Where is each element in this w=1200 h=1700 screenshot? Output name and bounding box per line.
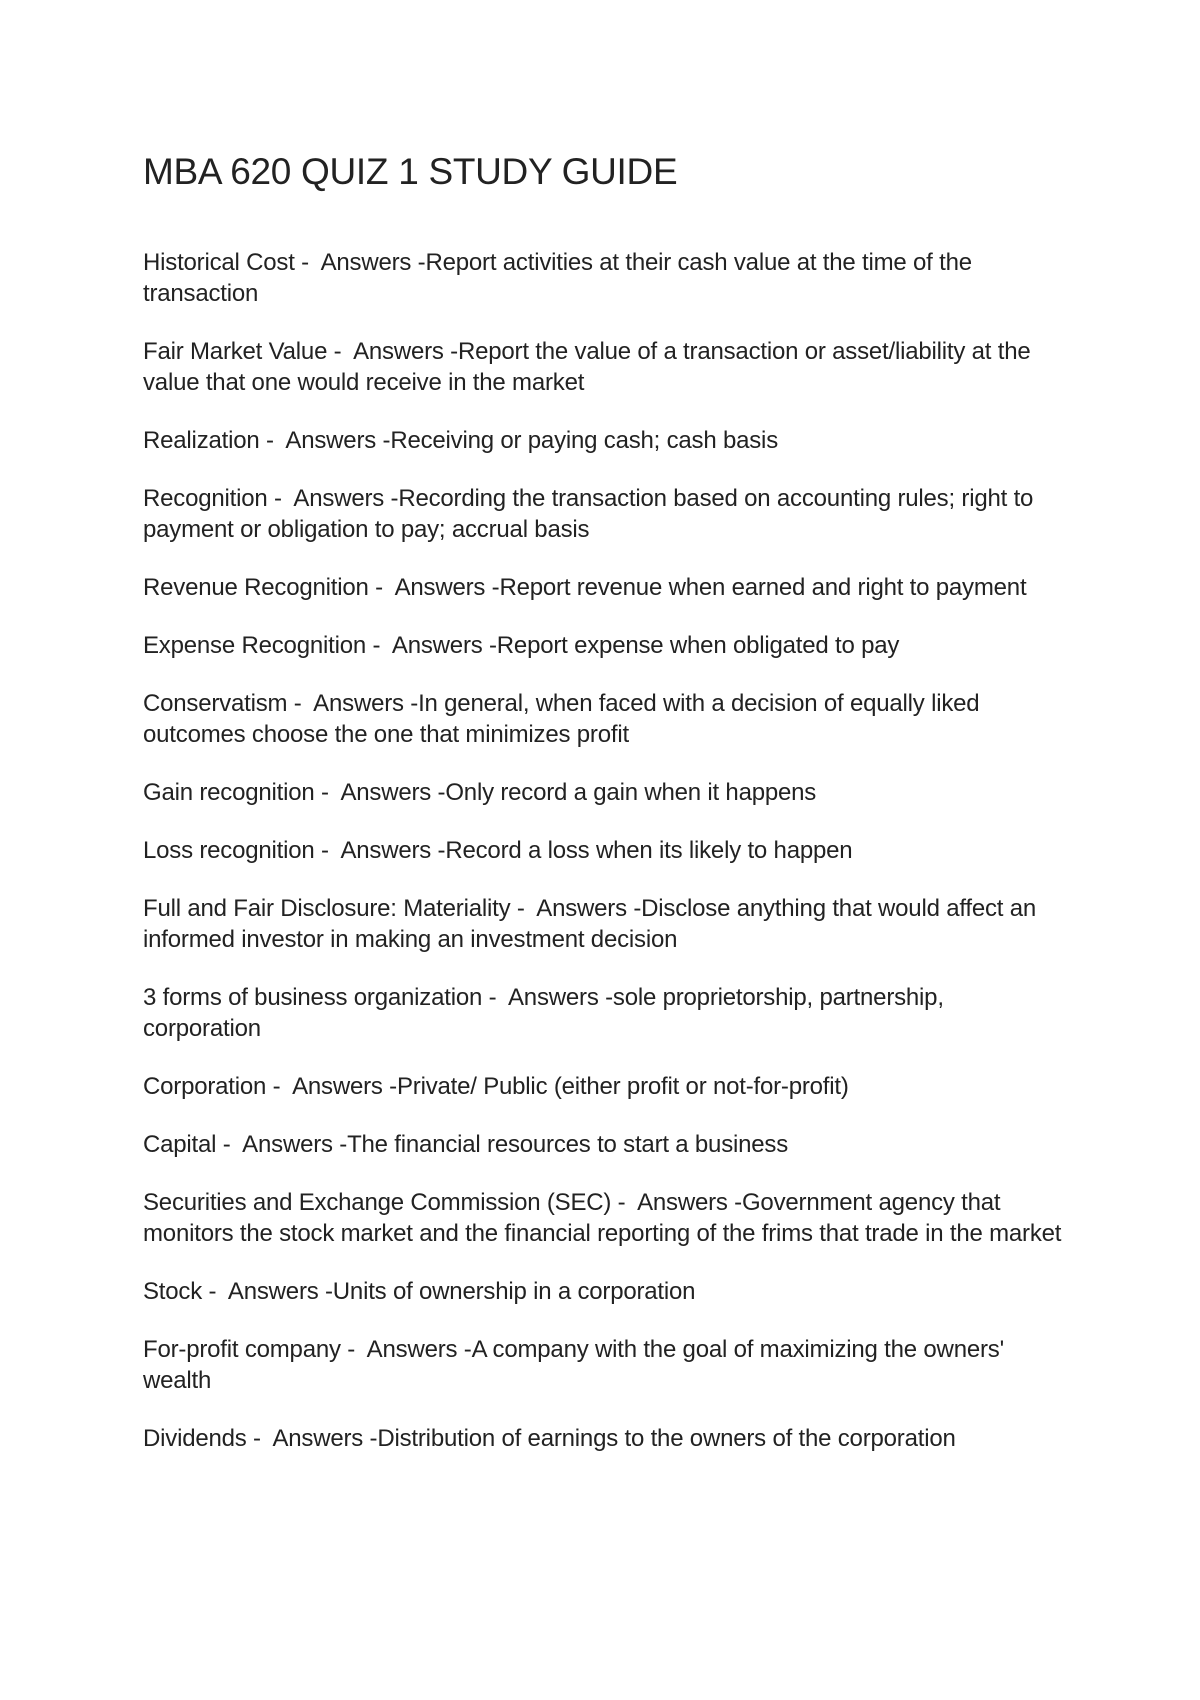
entry-separator: - Answers - — [202, 1278, 333, 1306]
entry-term: Gain recognition — [143, 779, 315, 807]
study-guide-entry — [143, 1071, 1063, 1102]
entry-separator: - Answers - — [259, 427, 391, 455]
entry-answer: In general, when faced with a decision of equally liked outcomes choose the one that minimizes profit — [143, 690, 980, 749]
entry-answer: Report expense when obligated to pay — [496, 632, 900, 660]
entry-answer: Recording the transaction based on accounting rules; right to payment or obligation to pay; accrual basis — [143, 485, 1034, 544]
entry-answer: Receiving or paying cash; cash basis — [390, 427, 778, 455]
entry-separator: - Answers - — [314, 779, 446, 807]
study-guide-entry — [143, 1129, 1063, 1160]
entry-answer: Record a loss when its likely to happen — [445, 837, 853, 865]
entry-term: Historical Cost — [143, 249, 295, 277]
study-guide-entry — [143, 425, 1063, 456]
study-guide-entry — [143, 483, 1063, 545]
entry-term: Expense Recognition — [143, 632, 367, 660]
entry-term: Conservatism — [143, 690, 288, 718]
study-guide-entry — [143, 1276, 1063, 1307]
entry-answer: The financial resources to start a business — [347, 1131, 789, 1159]
study-guide-entry — [143, 1423, 1063, 1454]
entry-separator: - Answers - — [340, 1336, 472, 1364]
entry-answer: Units of ownership in a corporation — [332, 1278, 696, 1306]
entry-term: Full and Fair Disclosure: Materiality — [143, 895, 511, 923]
study-guide-entry — [143, 982, 1063, 1044]
entry-term: For-profit company — [143, 1336, 341, 1364]
entry-separator: - Answers - — [510, 895, 642, 923]
study-guide-entry — [143, 1187, 1063, 1249]
entry-answer: Report the value of a transaction or asset/liability at the value that one would receive in the market — [143, 338, 1031, 397]
entry-term: Stock — [143, 1278, 203, 1306]
study-guide-list — [143, 247, 1063, 1454]
study-guide-entry — [143, 630, 1063, 661]
entry-term: Fair Market Value — [143, 338, 328, 366]
document-title: MBA 620 QUIZ 1 STUDY GUIDE — [143, 151, 678, 192]
study-guide-entry — [143, 247, 1063, 309]
entry-separator: - Answers - — [366, 632, 497, 660]
entry-separator: - Answers - — [611, 1189, 742, 1217]
entry-answer: Only record a gain when it happens — [445, 779, 817, 807]
entry-answer: Disclose anything that would affect an informed investor in making an investment decision — [143, 895, 1037, 954]
study-guide-entry — [143, 688, 1063, 750]
entry-separator: - Answers - — [266, 1073, 397, 1101]
entry-separator: - Answers - — [314, 837, 446, 865]
entry-term: Capital — [143, 1131, 217, 1159]
entry-separator: - Answers - — [368, 574, 500, 602]
entry-separator: - Answers - — [482, 984, 613, 1012]
study-guide-entry — [143, 893, 1063, 955]
entry-separator: - Answers - — [246, 1425, 378, 1453]
entry-term: Revenue Recognition — [143, 574, 369, 602]
entry-answer: Private/ Public (either profit or not-for-profit) — [396, 1073, 849, 1101]
entry-term: Loss recognition — [143, 837, 315, 865]
study-guide-entry — [143, 336, 1063, 398]
entry-answer: Distribution of earnings to the owners of the corporation — [377, 1425, 956, 1453]
entry-answer: Government agency that monitors the stock market and the financial reporting of the frims that trade in the market — [143, 1189, 1062, 1248]
entry-term: Corporation — [143, 1073, 267, 1101]
study-guide-entry — [143, 1334, 1063, 1396]
entry-answer: sole proprietorship, partnership, corporation — [143, 984, 944, 1043]
study-guide-entry — [143, 572, 1063, 603]
entry-separator: - Answers - — [287, 690, 419, 718]
entry-answer: Report activities at their cash value at the time of the transaction — [143, 249, 972, 308]
study-guide-entry — [143, 835, 1063, 866]
entry-separator: - Answers - — [267, 485, 399, 513]
entry-term: Realization — [143, 427, 260, 455]
entry-answer: A company with the goal of maximizing the owners' wealth — [143, 1336, 1004, 1395]
entry-separator: - Answers - — [327, 338, 458, 366]
entry-term: Dividends — [143, 1425, 247, 1453]
entry-separator: - Answers - — [216, 1131, 348, 1159]
entry-separator: - Answers - — [294, 249, 426, 277]
entry-term: Securities and Exchange Commission (SEC) — [143, 1189, 612, 1217]
document-page — [143, 150, 1063, 1481]
entry-answer: Report revenue when earned and right to payment — [499, 574, 1027, 602]
study-guide-entry — [143, 777, 1063, 808]
entry-term: 3 forms of business organization — [143, 984, 483, 1012]
entry-term: Recognition — [143, 485, 268, 513]
